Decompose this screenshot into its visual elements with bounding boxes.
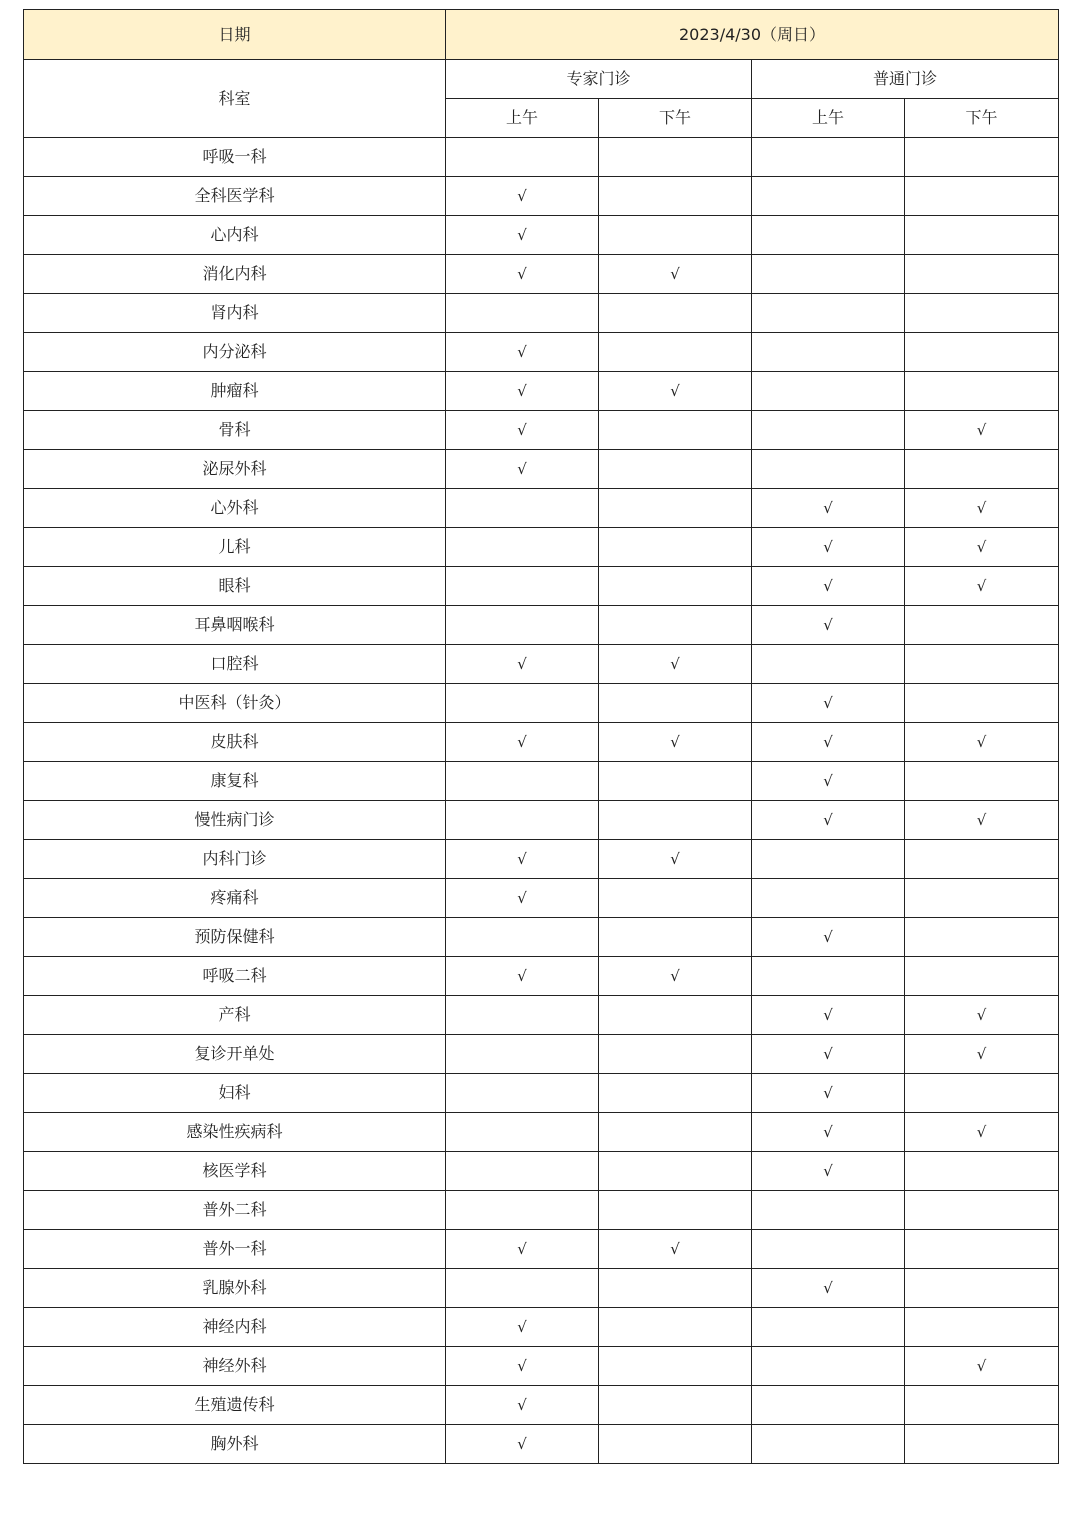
- general-afternoon-cell: [905, 645, 1059, 684]
- general-afternoon-cell: [905, 1035, 1059, 1074]
- check-mark: √: [517, 1396, 527, 1414]
- table-row: [24, 567, 1059, 606]
- general-afternoon-cell: [905, 1191, 1059, 1230]
- general-morning-cell: [752, 684, 905, 723]
- expert-afternoon-cell: [599, 489, 752, 528]
- dept-name-cell: 慢性病门诊: [24, 801, 446, 840]
- dept-name-cell: 泌尿外科: [24, 450, 446, 489]
- check-mark: √: [517, 460, 527, 478]
- dept-name-cell: 神经内科: [24, 1308, 446, 1347]
- expert-afternoon-cell: [599, 606, 752, 645]
- expert-morning-cell: [446, 957, 599, 996]
- expert-morning-cell: [446, 879, 599, 918]
- table-row: [24, 1425, 1059, 1464]
- general-afternoon-cell: [905, 177, 1059, 216]
- dept-name-cell: 普外二科: [24, 1191, 446, 1230]
- table-row: [24, 177, 1059, 216]
- dept-name-cell: 中医科（针灸）: [24, 684, 446, 723]
- general-morning-cell: [752, 762, 905, 801]
- table-row: [24, 1074, 1059, 1113]
- expert-morning-cell: [446, 333, 599, 372]
- general-afternoon-cell: [905, 1347, 1059, 1386]
- dept-name-cell: 普外一科: [24, 1230, 446, 1269]
- dept-name-cell: 心内科: [24, 216, 446, 255]
- general-afternoon-cell: [905, 138, 1059, 177]
- table-row: [24, 138, 1059, 177]
- table-row: [24, 1191, 1059, 1230]
- expert-morning-cell: [446, 294, 599, 333]
- check-mark: √: [517, 1435, 527, 1453]
- expert-clinic-header: 专家门诊: [446, 60, 752, 99]
- check-mark: √: [517, 1357, 527, 1375]
- dept-name-cell: 康复科: [24, 762, 446, 801]
- dept-name-cell: 儿科: [24, 528, 446, 567]
- expert-morning-cell: [446, 489, 599, 528]
- table-row: [24, 723, 1059, 762]
- check-mark: √: [517, 655, 527, 673]
- check-mark: √: [670, 733, 680, 751]
- check-mark: √: [823, 1279, 833, 1297]
- expert-morning-cell: [446, 255, 599, 294]
- dept-name-cell: 复诊开单处: [24, 1035, 446, 1074]
- expert-afternoon-cell: [599, 1152, 752, 1191]
- check-mark: √: [517, 421, 527, 439]
- expert-afternoon-cell: [599, 177, 752, 216]
- dept-name-cell: 产科: [24, 996, 446, 1035]
- general-afternoon-cell: [905, 255, 1059, 294]
- dept-name-cell: 全科医学科: [24, 177, 446, 216]
- expert-morning-cell: [446, 411, 599, 450]
- check-mark: √: [823, 928, 833, 946]
- expert-afternoon-cell: [599, 567, 752, 606]
- check-mark: √: [823, 811, 833, 829]
- check-mark: √: [517, 226, 527, 244]
- dept-label: 科室: [24, 60, 446, 138]
- table-row: [24, 411, 1059, 450]
- expert-afternoon-cell: [599, 1308, 752, 1347]
- table-row: [24, 294, 1059, 333]
- table-row: [24, 528, 1059, 567]
- check-mark: √: [517, 850, 527, 868]
- expert-morning-cell: [446, 216, 599, 255]
- table-row: [24, 801, 1059, 840]
- dept-name-cell: 口腔科: [24, 645, 446, 684]
- check-mark: √: [670, 382, 680, 400]
- check-mark: √: [517, 1318, 527, 1336]
- general-morning-cell: [752, 1425, 905, 1464]
- expert-afternoon-cell: [599, 957, 752, 996]
- expert-morning-cell: [446, 996, 599, 1035]
- general-morning-cell: [752, 528, 905, 567]
- check-mark: √: [976, 733, 987, 751]
- check-mark: √: [976, 421, 987, 439]
- check-mark: √: [823, 538, 833, 556]
- check-mark: √: [670, 1240, 680, 1258]
- general-morning-cell: [752, 1308, 905, 1347]
- general-morning-cell: [752, 1074, 905, 1113]
- general-afternoon-cell: [905, 684, 1059, 723]
- expert-morning-cell: [446, 372, 599, 411]
- table-row: [24, 1230, 1059, 1269]
- check-mark: √: [670, 850, 680, 868]
- check-mark: √: [823, 1045, 833, 1063]
- dept-name-cell: 肾内科: [24, 294, 446, 333]
- check-mark: √: [823, 694, 833, 712]
- check-mark: √: [976, 499, 987, 517]
- expert-afternoon-cell: [599, 450, 752, 489]
- expert-afternoon-cell: [599, 411, 752, 450]
- general-afternoon-cell: [905, 723, 1059, 762]
- check-mark: √: [976, 1357, 987, 1375]
- general-morning-cell: [752, 1113, 905, 1152]
- general-morning-cell: [752, 801, 905, 840]
- expert-afternoon-header: 下午: [599, 99, 752, 138]
- check-mark: √: [976, 1045, 987, 1063]
- check-mark: √: [517, 265, 527, 283]
- expert-afternoon-cell: [599, 1269, 752, 1308]
- check-mark: √: [823, 577, 833, 595]
- general-morning-cell: [752, 645, 905, 684]
- expert-morning-cell: [446, 1152, 599, 1191]
- check-mark: √: [976, 811, 987, 829]
- table-row: [24, 606, 1059, 645]
- check-mark: √: [823, 499, 833, 517]
- expert-morning-cell: [446, 1113, 599, 1152]
- general-afternoon-cell: [905, 762, 1059, 801]
- general-morning-cell: [752, 1152, 905, 1191]
- general-morning-cell: [752, 411, 905, 450]
- general-afternoon-cell: [905, 1074, 1059, 1113]
- table-row: [24, 996, 1059, 1035]
- dept-name-cell: 内分泌科: [24, 333, 446, 372]
- expert-morning-cell: [446, 645, 599, 684]
- general-afternoon-cell: [905, 801, 1059, 840]
- expert-afternoon-cell: [599, 840, 752, 879]
- general-morning-cell: [752, 606, 905, 645]
- date-label: 日期: [24, 10, 446, 60]
- check-mark: √: [823, 1162, 833, 1180]
- table-row: [24, 1113, 1059, 1152]
- table-row: [24, 255, 1059, 294]
- dept-name-cell: 心外科: [24, 489, 446, 528]
- check-mark: √: [976, 538, 987, 556]
- dept-name-cell: 消化内科: [24, 255, 446, 294]
- check-mark: √: [670, 967, 680, 985]
- date-value: 2023/4/30（周日）: [446, 10, 1059, 60]
- check-mark: √: [976, 1006, 987, 1024]
- dept-name-cell: 感染性疾病科: [24, 1113, 446, 1152]
- expert-afternoon-cell: [599, 372, 752, 411]
- expert-morning-cell: [446, 1347, 599, 1386]
- general-morning-cell: [752, 1269, 905, 1308]
- expert-morning-cell: [446, 840, 599, 879]
- expert-morning-cell: [446, 723, 599, 762]
- dept-name-cell: 妇科: [24, 1074, 446, 1113]
- dept-name-cell: 眼科: [24, 567, 446, 606]
- expert-morning-cell: [446, 1191, 599, 1230]
- table-row: [24, 645, 1059, 684]
- general-morning-cell: [752, 177, 905, 216]
- dept-name-cell: 骨科: [24, 411, 446, 450]
- table-row: [24, 879, 1059, 918]
- expert-morning-cell: [446, 177, 599, 216]
- general-afternoon-cell: [905, 333, 1059, 372]
- expert-morning-header: 上午: [446, 99, 599, 138]
- check-mark: √: [517, 733, 527, 751]
- general-afternoon-cell: [905, 1425, 1059, 1464]
- check-mark: √: [517, 382, 527, 400]
- check-mark: √: [517, 187, 527, 205]
- table-row: [24, 372, 1059, 411]
- expert-afternoon-cell: [599, 879, 752, 918]
- expert-afternoon-cell: [599, 996, 752, 1035]
- expert-afternoon-cell: [599, 1425, 752, 1464]
- expert-morning-cell: [446, 1308, 599, 1347]
- expert-morning-cell: [446, 1425, 599, 1464]
- table-row: [24, 1035, 1059, 1074]
- expert-afternoon-cell: [599, 1347, 752, 1386]
- table-row: [24, 918, 1059, 957]
- general-morning-cell: [752, 294, 905, 333]
- expert-afternoon-cell: [599, 255, 752, 294]
- general-afternoon-cell: [905, 1386, 1059, 1425]
- dept-name-cell: 乳腺外科: [24, 1269, 446, 1308]
- check-mark: √: [976, 577, 987, 595]
- dept-name-cell: 肿瘤科: [24, 372, 446, 411]
- group-header-row: [24, 60, 1059, 99]
- expert-morning-cell: [446, 528, 599, 567]
- table-row: [24, 684, 1059, 723]
- general-morning-cell: [752, 1347, 905, 1386]
- general-morning-cell: [752, 840, 905, 879]
- check-mark: √: [823, 1123, 833, 1141]
- expert-afternoon-cell: [599, 1113, 752, 1152]
- general-morning-cell: [752, 1035, 905, 1074]
- general-morning-cell: [752, 1386, 905, 1425]
- table-row: [24, 1269, 1059, 1308]
- general-clinic-header: 普通门诊: [752, 60, 1059, 99]
- expert-afternoon-cell: [599, 333, 752, 372]
- check-mark: √: [823, 772, 833, 790]
- dept-name-cell: 胸外科: [24, 1425, 446, 1464]
- dept-name-cell: 呼吸二科: [24, 957, 446, 996]
- general-afternoon-header: 下午: [905, 99, 1059, 138]
- general-afternoon-cell: [905, 1308, 1059, 1347]
- general-morning-cell: [752, 879, 905, 918]
- dept-name-cell: 疼痛科: [24, 879, 446, 918]
- table-row: [24, 1386, 1059, 1425]
- general-morning-cell: [752, 918, 905, 957]
- expert-afternoon-cell: [599, 216, 752, 255]
- expert-morning-cell: [446, 606, 599, 645]
- date-header-row: [24, 10, 1059, 60]
- expert-afternoon-cell: [599, 1230, 752, 1269]
- dept-name-cell: 神经外科: [24, 1347, 446, 1386]
- general-morning-cell: [752, 489, 905, 528]
- expert-afternoon-cell: [599, 294, 752, 333]
- check-mark: √: [517, 343, 527, 361]
- general-afternoon-cell: [905, 1152, 1059, 1191]
- general-morning-cell: [752, 450, 905, 489]
- general-morning-cell: [752, 996, 905, 1035]
- general-afternoon-cell: [905, 957, 1059, 996]
- expert-morning-cell: [446, 1269, 599, 1308]
- general-afternoon-cell: [905, 1269, 1059, 1308]
- check-mark: √: [670, 265, 680, 283]
- expert-morning-cell: [446, 1230, 599, 1269]
- dept-name-cell: 生殖遗传科: [24, 1386, 446, 1425]
- clinic-schedule-table: [23, 9, 1059, 1464]
- expert-afternoon-cell: [599, 684, 752, 723]
- expert-afternoon-cell: [599, 1386, 752, 1425]
- table-row: [24, 216, 1059, 255]
- expert-morning-cell: [446, 762, 599, 801]
- expert-morning-cell: [446, 138, 599, 177]
- check-mark: √: [517, 1240, 527, 1258]
- check-mark: √: [823, 733, 833, 751]
- check-mark: √: [976, 1123, 987, 1141]
- table-row: [24, 840, 1059, 879]
- expert-afternoon-cell: [599, 1035, 752, 1074]
- expert-morning-cell: [446, 918, 599, 957]
- general-afternoon-cell: [905, 606, 1059, 645]
- general-afternoon-cell: [905, 216, 1059, 255]
- table-row: [24, 762, 1059, 801]
- general-morning-cell: [752, 216, 905, 255]
- check-mark: √: [670, 655, 680, 673]
- general-afternoon-cell: [905, 411, 1059, 450]
- general-afternoon-cell: [905, 840, 1059, 879]
- dept-name-cell: 预防保健科: [24, 918, 446, 957]
- general-afternoon-cell: [905, 918, 1059, 957]
- expert-morning-cell: [446, 450, 599, 489]
- check-mark: √: [823, 1084, 833, 1102]
- table-row: [24, 1308, 1059, 1347]
- dept-name-cell: 呼吸一科: [24, 138, 446, 177]
- check-mark: √: [823, 1006, 833, 1024]
- general-afternoon-cell: [905, 1113, 1059, 1152]
- expert-afternoon-cell: [599, 645, 752, 684]
- dept-name-cell: 核医学科: [24, 1152, 446, 1191]
- table-row: [24, 1347, 1059, 1386]
- general-morning-header: 上午: [752, 99, 905, 138]
- expert-afternoon-cell: [599, 918, 752, 957]
- general-afternoon-cell: [905, 528, 1059, 567]
- general-morning-cell: [752, 1230, 905, 1269]
- general-morning-cell: [752, 567, 905, 606]
- expert-morning-cell: [446, 567, 599, 606]
- expert-morning-cell: [446, 1386, 599, 1425]
- general-afternoon-cell: [905, 450, 1059, 489]
- expert-morning-cell: [446, 801, 599, 840]
- expert-morning-cell: [446, 1074, 599, 1113]
- general-morning-cell: [752, 723, 905, 762]
- dept-name-cell: 耳鼻咽喉科: [24, 606, 446, 645]
- general-afternoon-cell: [905, 567, 1059, 606]
- expert-afternoon-cell: [599, 723, 752, 762]
- general-morning-cell: [752, 1191, 905, 1230]
- dept-name-cell: 皮肤科: [24, 723, 446, 762]
- expert-morning-cell: [446, 684, 599, 723]
- general-afternoon-cell: [905, 372, 1059, 411]
- table-row: [24, 957, 1059, 996]
- expert-afternoon-cell: [599, 1074, 752, 1113]
- table-row: [24, 450, 1059, 489]
- general-morning-cell: [752, 138, 905, 177]
- expert-afternoon-cell: [599, 528, 752, 567]
- general-morning-cell: [752, 333, 905, 372]
- dept-name-cell: 内科门诊: [24, 840, 446, 879]
- expert-afternoon-cell: [599, 1191, 752, 1230]
- general-afternoon-cell: [905, 879, 1059, 918]
- check-mark: √: [517, 967, 527, 985]
- table-row: [24, 333, 1059, 372]
- table-row: [24, 489, 1059, 528]
- general-afternoon-cell: [905, 1230, 1059, 1269]
- expert-afternoon-cell: [599, 138, 752, 177]
- general-afternoon-cell: [905, 996, 1059, 1035]
- table-row: [24, 1152, 1059, 1191]
- general-morning-cell: [752, 372, 905, 411]
- expert-afternoon-cell: [599, 762, 752, 801]
- general-morning-cell: [752, 255, 905, 294]
- general-morning-cell: [752, 957, 905, 996]
- expert-morning-cell: [446, 1035, 599, 1074]
- check-mark: √: [517, 889, 527, 907]
- expert-afternoon-cell: [599, 801, 752, 840]
- check-mark: √: [823, 616, 833, 634]
- general-afternoon-cell: [905, 489, 1059, 528]
- general-afternoon-cell: [905, 294, 1059, 333]
